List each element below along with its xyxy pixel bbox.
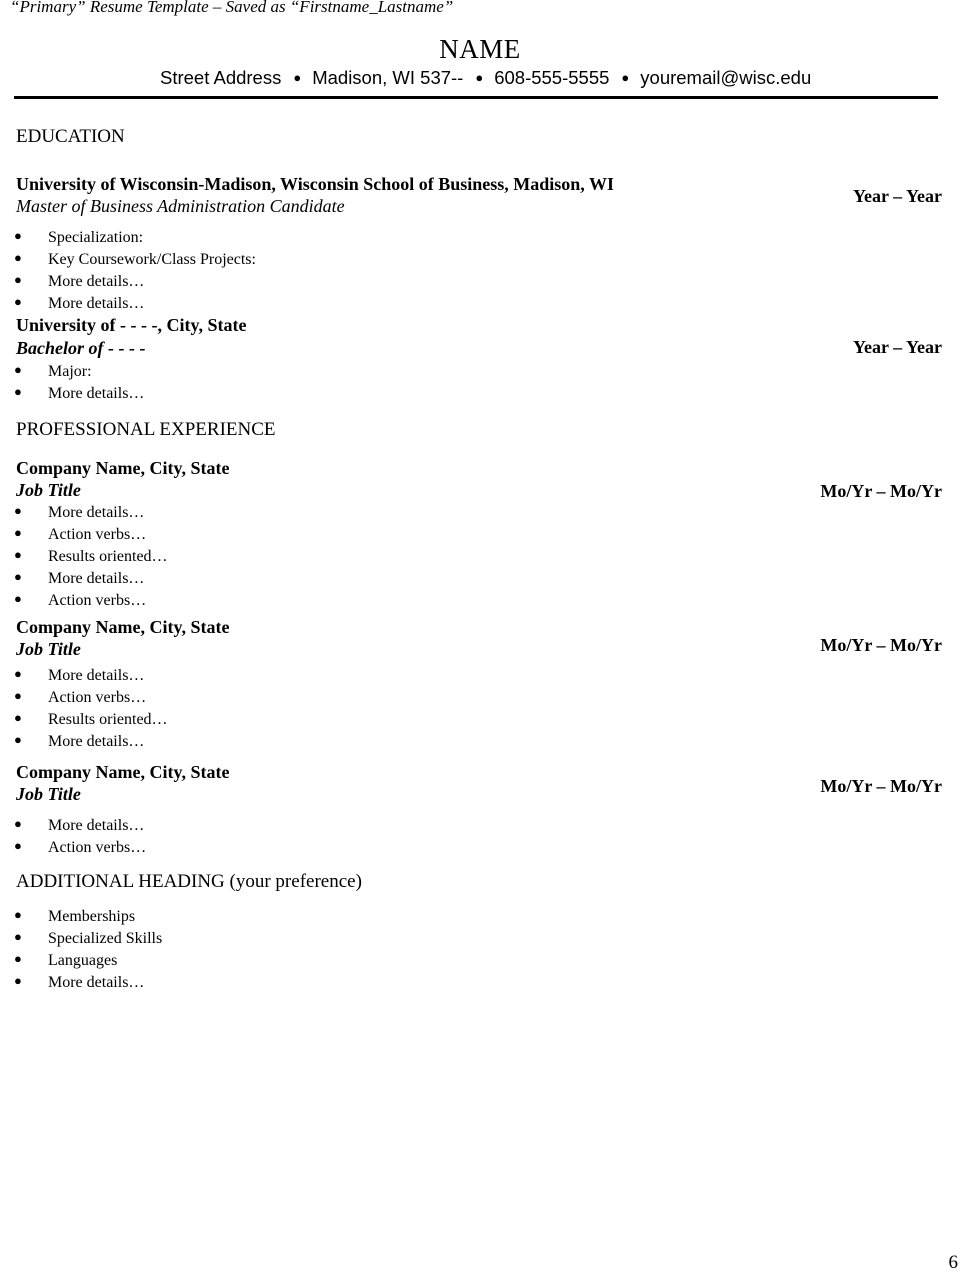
header-rule (14, 96, 938, 99)
list-item: ● More details… (14, 973, 145, 991)
street-address: Street Address (160, 67, 282, 88)
job-company: Company Name, City, State (16, 458, 230, 478)
job-dates: Mo/Yr – Mo/Yr (820, 481, 942, 501)
list-item: ● Action verbs… (14, 591, 147, 609)
list-item: ● More details… (14, 503, 145, 521)
job-title: Job Title (16, 784, 81, 804)
bullet-icon: ● (14, 272, 22, 287)
dates-2: Year – Year (853, 337, 942, 357)
email-address: youremail@wisc.edu (640, 67, 812, 88)
bullet-icon: ● (14, 710, 22, 725)
bullet-icon: ● (14, 816, 22, 831)
bullet-icon: ● (14, 666, 22, 681)
list-item: ● Results oriented… (14, 710, 168, 728)
bullet-icon: ● (14, 973, 22, 988)
bullet-icon: ● (14, 907, 22, 922)
bullet-icon: ● (14, 503, 22, 518)
dates-1: Year – Year (853, 186, 942, 206)
job-title: Job Title (16, 639, 81, 659)
bullet-separator: ● (475, 70, 484, 85)
bullet-icon: ● (14, 294, 22, 309)
list-item: ● Major: (14, 362, 92, 380)
bullet-icon: ● (14, 228, 22, 243)
resume-name: NAME (439, 34, 521, 64)
list-item: ● More details… (14, 294, 145, 312)
job-company: Company Name, City, State (16, 617, 230, 637)
list-item: ● Specialization: (14, 228, 144, 246)
list-item: ● More details… (14, 384, 145, 402)
additional-heading: ADDITIONAL HEADING (your preference) (16, 871, 362, 892)
bullet-icon: ● (14, 688, 22, 703)
school-2: University of - - - -, City, State (16, 315, 247, 335)
degree-2: Bachelor of - - - - (16, 338, 146, 358)
school-1: University of Wisconsin-Madison, Wisconsin School of Business, Madison, WI (16, 174, 614, 194)
list-item: ● Action verbs… (14, 525, 147, 543)
job-company: Company Name, City, State (16, 762, 230, 782)
bullet-icon: ● (14, 591, 22, 606)
job-title: Job Title (16, 480, 81, 500)
list-item: ● Action verbs… (14, 838, 147, 856)
page-number: 6 (948, 1252, 958, 1273)
bullet-icon: ● (14, 525, 22, 540)
bullet-icon: ● (14, 384, 22, 399)
bullet-icon: ● (14, 732, 22, 747)
city-state-zip: Madison, WI 537-- (312, 67, 464, 88)
degree-1: Master of Business Administration Candidate (16, 196, 345, 216)
bullet-icon: ● (14, 250, 22, 265)
list-item: ● Languages (14, 951, 118, 969)
list-item: ● More details… (14, 272, 145, 290)
list-item: ● Specialized Skills (14, 929, 163, 947)
list-item: ● Memberships (14, 907, 136, 925)
phone-number: 608-555-5555 (494, 67, 610, 88)
list-item: ● Results oriented… (14, 547, 168, 565)
bullet-icon: ● (14, 929, 22, 944)
list-item: ● More details… (14, 816, 145, 834)
template-note: “Primary” Resume Template – Saved as “Firstname_Lastname” (10, 0, 454, 16)
list-item: ● Action verbs… (14, 688, 147, 706)
bullet-icon: ● (14, 362, 22, 377)
contact-line (160, 67, 811, 89)
experience-heading: PROFESSIONAL EXPERIENCE (16, 419, 276, 440)
list-item: ● More details… (14, 569, 145, 587)
bullet-icon: ● (14, 569, 22, 584)
job-dates: Mo/Yr – Mo/Yr (820, 635, 942, 655)
education-heading: EDUCATION (16, 126, 125, 147)
bullet-icon: ● (14, 951, 22, 966)
bullet-icon: ● (14, 547, 22, 562)
job-dates: Mo/Yr – Mo/Yr (820, 776, 942, 796)
list-item: ● Key Coursework/Class Projects: (14, 250, 256, 268)
bullet-separator: ● (621, 70, 630, 85)
list-item: ● More details… (14, 666, 145, 684)
bullet-icon: ● (14, 838, 22, 853)
bullet-separator: ● (293, 70, 302, 85)
list-item: ● More details… (14, 732, 145, 750)
